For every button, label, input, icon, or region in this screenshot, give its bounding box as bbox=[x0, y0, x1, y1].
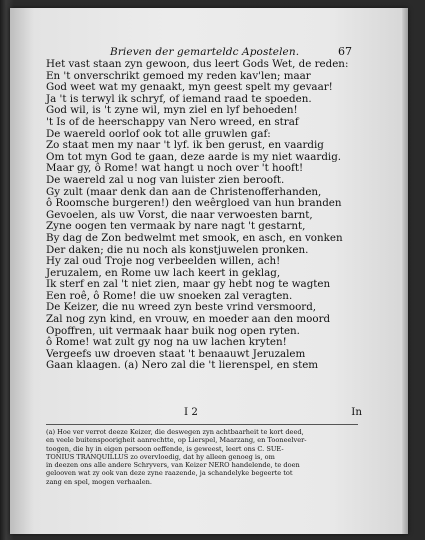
footnote bbox=[46, 428, 362, 486]
page-edge-shadow bbox=[402, 8, 408, 534]
poem-line: Jeruzalem, en Rome uw lach keert in geklag, bbox=[46, 266, 281, 279]
poem-line: Om tot myn God te gaan, deze aarde is my niet waardig. bbox=[46, 150, 342, 163]
footnote-line: TONIUS TRANQUILLUS zo overvloedig, dat hy alleen genoeg is, om bbox=[46, 452, 275, 461]
poem-line: ô Roomsche burgeren!) den weêrgloed van hun branden bbox=[46, 197, 342, 210]
poem-line: De Keizer, die nu wreed zyn beste vrind versmoord, bbox=[46, 301, 317, 314]
poem-line: Zal nog zyn kind, en vrouw, en moeder aan den moord bbox=[46, 313, 331, 326]
poem-line: Maar gy, ô Rome! wat hangt u noch over 't hooft! bbox=[46, 162, 304, 175]
footnote-line: gelooven wat zy ook van deze zyne raazende, ja schandelyke begeerte tot bbox=[46, 469, 293, 478]
footnote-divider bbox=[46, 424, 358, 425]
poem-line: By dag de Zon bedwelmt met smook, en asch, en vonken bbox=[46, 231, 343, 244]
poem-line: Zyne oogen ten vermaak by nare nagt 't gestarnt, bbox=[46, 220, 306, 233]
page-number: 67 bbox=[338, 45, 352, 58]
footnote-line: en veele buitenspoorigheit aanrechtte, op Lierspel, Maarzang, en Tooneelver- bbox=[46, 436, 307, 445]
poem-line: Zo staat men my naar 't lyf. ik ben gerust, en vaardig bbox=[46, 139, 324, 152]
book-page bbox=[10, 8, 408, 534]
poem-line: Ja 't is terwyl ik schryf, of iemand raad te spoeden. bbox=[46, 92, 312, 105]
poem-text bbox=[46, 58, 349, 372]
poem-line: Vergeefs uw droeven staat 't benaauwt Jeruzalem bbox=[46, 347, 306, 360]
signature-row bbox=[46, 406, 362, 420]
footnote-line: in deezen ons alle andere Schryvers, van Keizer NERO handelende, te doen bbox=[46, 461, 300, 470]
poem-line: De waereld zal u nog van luister zien berooft. bbox=[46, 173, 285, 186]
footnote-line: (a) Hoe ver verrot deeze Keizer, die deswegen zyn achtbaarheit te kort deed, bbox=[46, 428, 304, 436]
footnote-line: zang en spel, mogen verhaalen. bbox=[46, 477, 152, 486]
poem-line: En 't onverschrikt gemoed my reden kav'len; maar bbox=[46, 69, 311, 82]
poem-line: Ik sterf en zal 't niet zien, maar gy hebt nog te wagten bbox=[46, 278, 331, 291]
poem-line: Gaan klaagen. (a) Nero zal die 't lierenspel, en stem bbox=[46, 359, 319, 372]
catchword: In bbox=[351, 406, 362, 418]
poem-line: 't Is of de heerschappy van Nero wreed, en straf bbox=[46, 115, 299, 128]
poem-line: Gy zult (maar denk dan aan de Christenofferhanden, bbox=[46, 185, 322, 198]
signature-mark: I 2 bbox=[184, 406, 198, 418]
footnote-line: toogen, die hy in eigen persoon oeffende, is geweest, leert ons C. SUE- bbox=[46, 444, 284, 453]
running-head: Brieven der gemarteldc Apostelen. bbox=[110, 46, 300, 58]
poem-line: Der daken; die nu noch als konstjuwelen pronken. bbox=[46, 243, 309, 256]
poem-line: ô Rome! wat zult gy nog na uw lachen kryten! bbox=[46, 336, 287, 349]
poem-line: De waereld oorlof ook tot alle gruwlen gaf: bbox=[46, 127, 271, 140]
poem-line: Gevoelen, als uw Vorst, die naar verwoesten barnt, bbox=[46, 208, 313, 221]
poem-line: God weet wat my genaakt, myn geest spelt my gevaar! bbox=[46, 81, 333, 94]
poem-line: Hy zal oud Troje nog verbeelden willen, ach! bbox=[46, 255, 281, 268]
poem-line: Het vast staan zyn gewoon, dus leert Gods Wet, de reden: bbox=[46, 58, 349, 70]
poem-line: Opoffren, uit vermaak haar buik nog open ryten. bbox=[46, 324, 300, 337]
poem-line: God wil, is 't zyne wil, myn ziel en lyf behoeden! bbox=[46, 104, 298, 117]
poem-line: Een roê, ô Rome! die uw snoeken zal veragten. bbox=[46, 289, 293, 302]
